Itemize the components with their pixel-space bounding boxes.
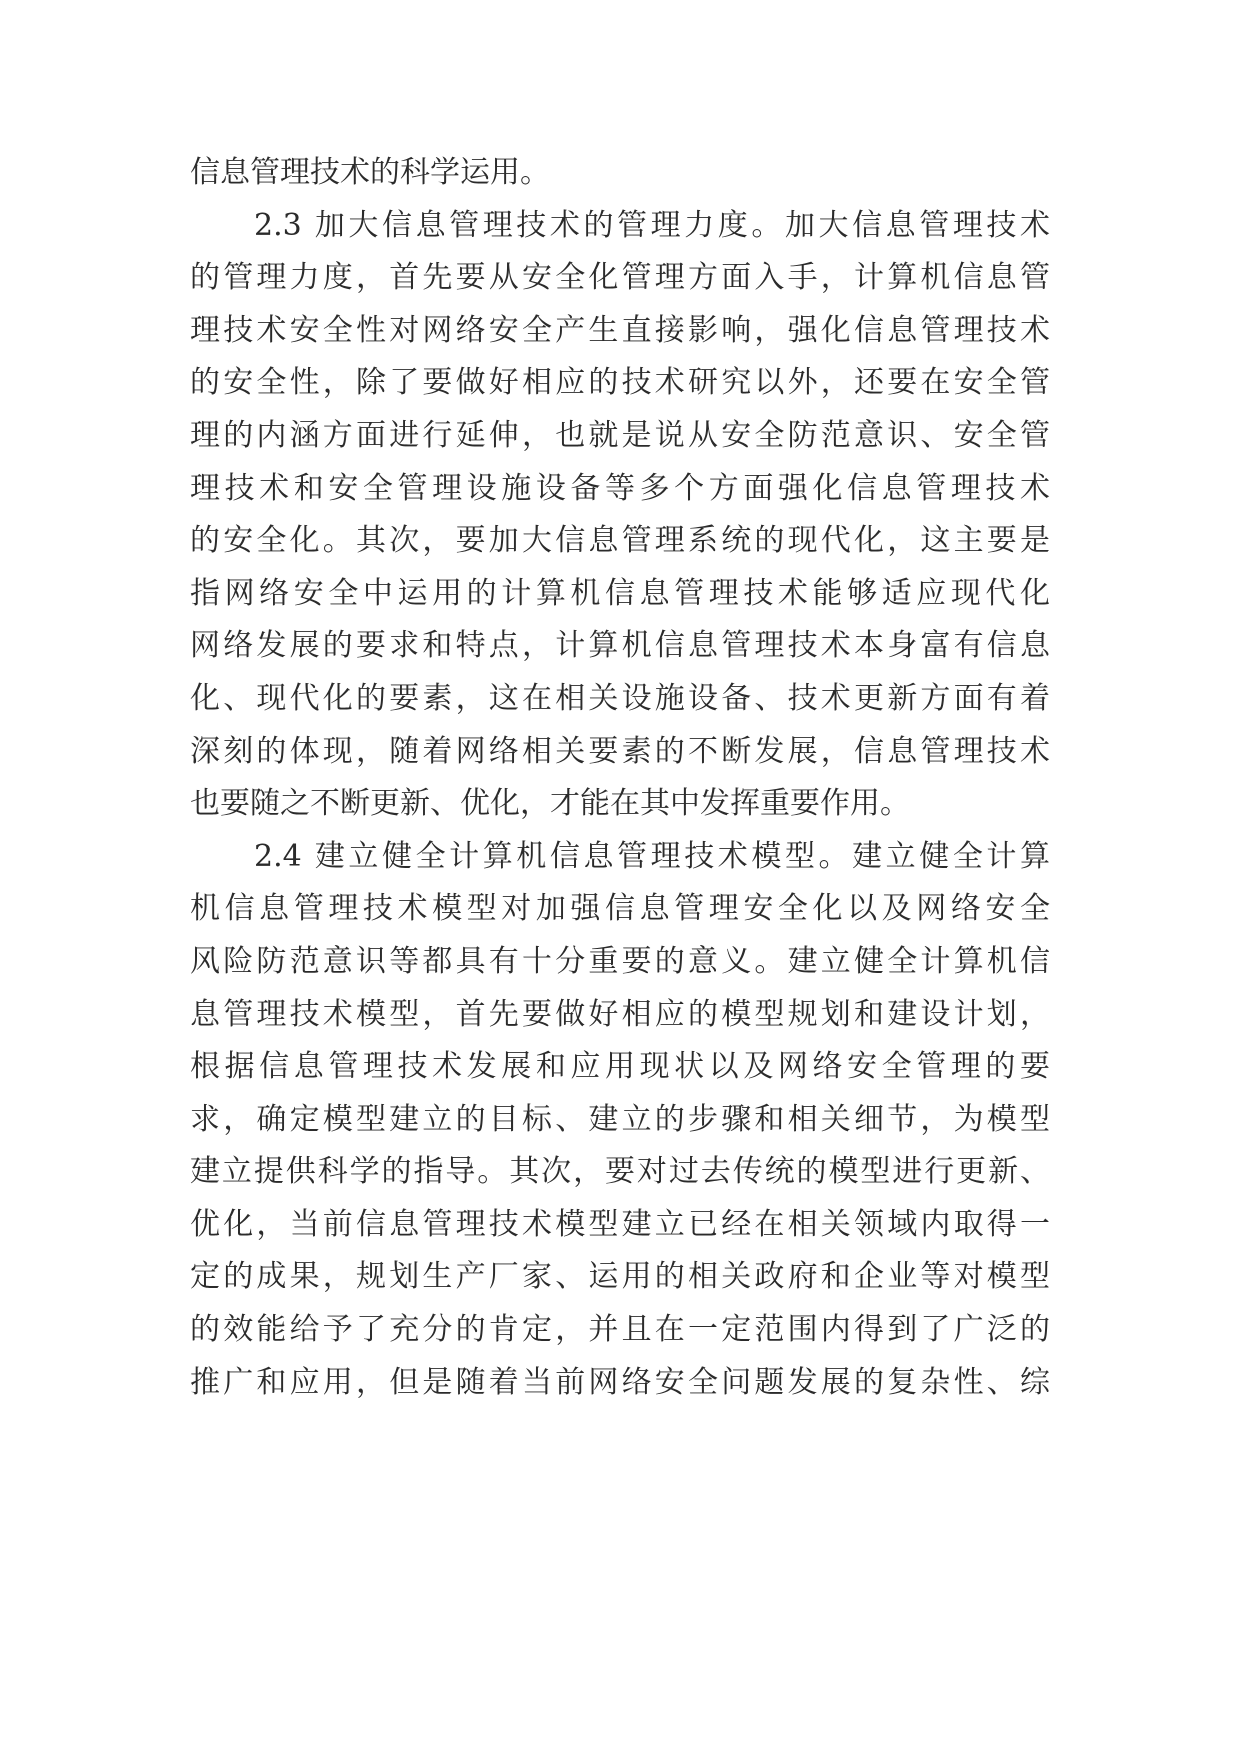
text-line: 推广和应用，但是随着当前网络安全问题发展的复杂性、综 (190, 1364, 1050, 1400)
paragraph-first-line: 2.3 加大信息管理技术的管理力度。加大信息管理技术 (254, 207, 1050, 243)
text-line: 网络发展的要求和特点，计算机信息管理技术本身富有信息 (190, 628, 1050, 664)
text-line: 机信息管理技术模型对加强信息管理安全化以及网络安全 (190, 891, 1050, 927)
text-line: 求，确定模型建立的目标、建立的步骤和相关细节，为模型 (190, 1101, 1050, 1137)
text-line: 也要随之不断更新、优化，才能在其中发挥重要作用。 (190, 786, 910, 822)
text-line: 风险防范意识等都具有十分重要的意义。建立健全计算机信 (190, 943, 1050, 979)
text-line: 信息管理技术的科学运用。 (190, 155, 550, 190)
text-line: 息管理技术模型，首先要做好相应的模型规划和建设计划， (190, 996, 1050, 1032)
text-line: 的安全性，除了要做好相应的技术研究以外，还要在安全管 (190, 365, 1050, 401)
text-line: 建立提供科学的指导。其次，要对过去传统的模型进行更新、 (190, 1154, 1050, 1190)
text-line: 的安全化。其次，要加大信息管理系统的现代化，这主要是 (190, 523, 1050, 559)
text-line: 深刻的体现，随着网络相关要素的不断发展，信息管理技术 (190, 733, 1050, 769)
paragraph-first-line: 2.4 建立健全计算机信息管理技术模型。建立健全计算 (254, 838, 1050, 874)
text-line: 化、现代化的要素，这在相关设施设备、技术更新方面有着 (190, 680, 1050, 716)
text-line: 根据信息管理技术发展和应用现状以及网络安全管理的要 (190, 1049, 1050, 1085)
text-line: 的效能给予了充分的肯定，并且在一定范围内得到了广泛的 (190, 1312, 1050, 1348)
text-line: 优化，当前信息管理技术模型建立已经在相关领域内取得一 (190, 1206, 1050, 1242)
text-line: 定的成果，规划生产厂家、运用的相关政府和企业等对模型 (190, 1259, 1050, 1295)
text-line: 的管理力度，首先要从安全化管理方面入手，计算机信息管 (190, 260, 1050, 296)
text-line: 理技术安全性对网络安全产生直接影响，强化信息管理技术 (190, 312, 1050, 348)
text-line: 理的内涵方面进行延伸，也就是说从安全防范意识、安全管 (190, 417, 1050, 453)
body-text (190, 147, 1050, 1409)
text-line: 理技术和安全管理设施设备等多个方面强化信息管理技术 (190, 470, 1050, 506)
text-line: 指网络安全中运用的计算机信息管理技术能够适应现代化 (190, 575, 1050, 611)
